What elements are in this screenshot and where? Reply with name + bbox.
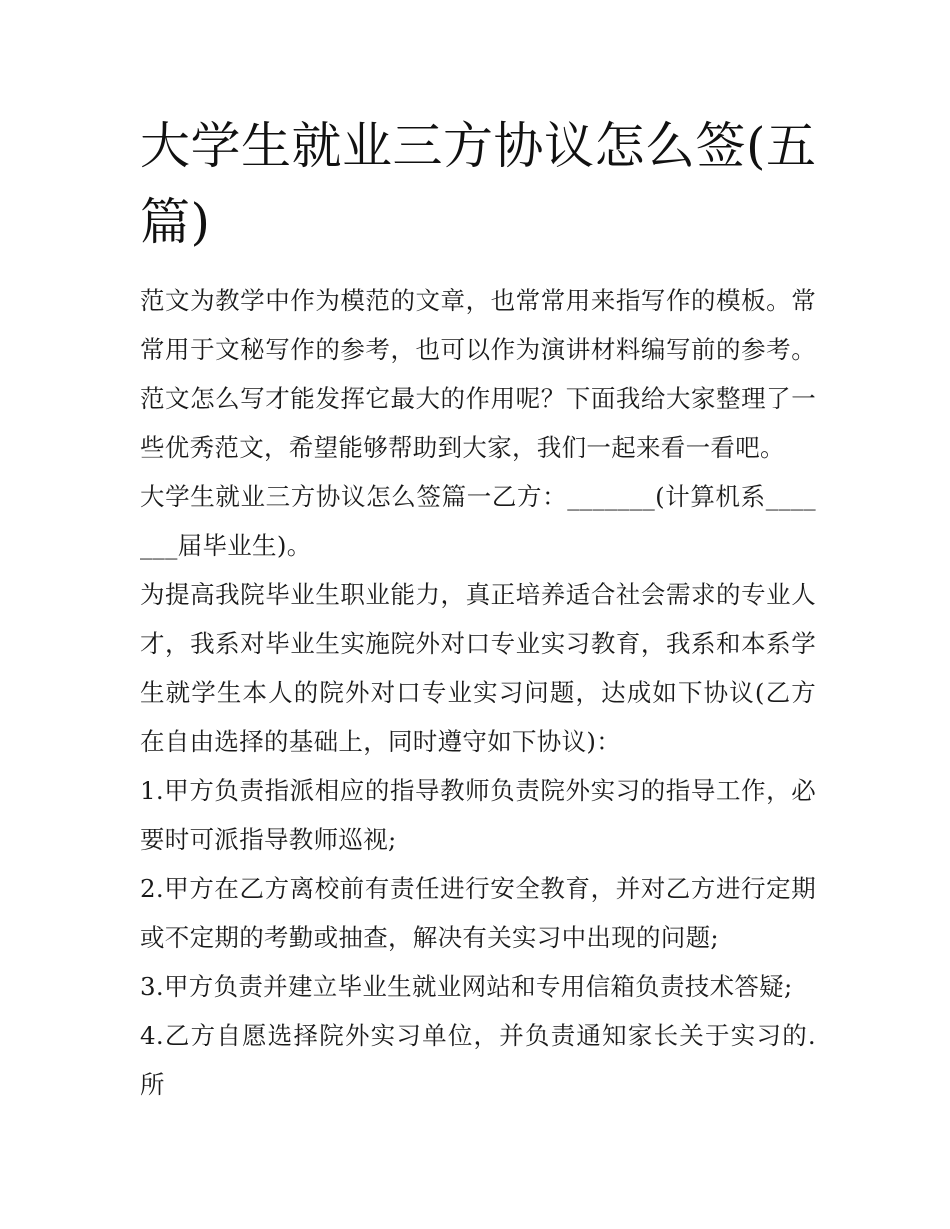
clause-3: 3.甲方负责并建立毕业生就业网站和专用信箱负责技术答疑; [140,972,793,1001]
paragraph-party-b: 大学生就业三方协议怎么签篇一乙方：_______(计算机系_______届毕业生)。 [140,482,816,560]
paragraph-intro: 范文为教学中作为模范的文章，也常常用来指写作的模板。常常用于文秘写作的参考，也可以作为演讲材料编写前的参考。范文怎么写才能发挥它最大的作用呢？下面我给大家整理了一些优秀范文，希望能够帮助到大家，我们一起来看一看吧。 [140,286,816,462]
clause-4: 4.乙方自愿选择院外实习单位，并负责通知家长关于实习的.所 [140,1021,816,1099]
clause-2: 2.甲方在乙方离校前有责任进行安全教育，并对乙方进行定期或不定期的考勤或抽查，解决有关实习中出现的问题; [140,874,816,952]
paragraph-purpose: 为提高我院毕业生职业能力，真正培养适合社会需求的专业人才，我系对毕业生实施院外对口专业实习教育，我系和本系学生就学生本人的院外对口专业实习问题，达成如下协议(乙方在自由选择的基础上，同时遵守如下协议)： [140,580,816,756]
clause-1: 1.甲方负责指派相应的指导教师负责院外实习的指导工作，必要时可派指导教师巡视; [140,776,816,854]
document-title: 大学生就业三方协议怎么签(五篇) [140,117,817,251]
document-body [140,276,816,1109]
